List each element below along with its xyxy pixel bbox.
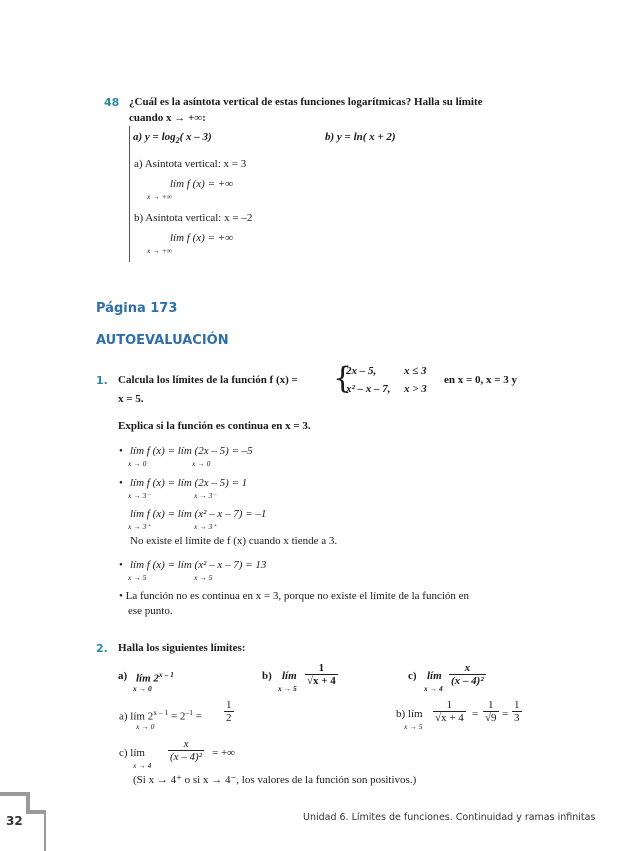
q2-sol-c-sub: x → 4 (133, 761, 152, 770)
problem-question-line2: cuando x → +∞: (129, 112, 206, 124)
bullet-2-sub1: x → 3⁻ (128, 491, 151, 500)
part-a-label: a) $y = \log_2$( x – 3) (133, 131, 212, 146)
q2-b-fraction: $\frac{1}{√x + 4}$ (307, 662, 336, 687)
q2-sol-c-note: (Si x → 4⁺ o si x → 4⁻, los valores de la función son positivos.) (133, 774, 417, 786)
bullet-3: lím f (x) = lím (x² – x – 7) = –1 (130, 508, 267, 520)
q2-sol-b-eq2: = (502, 708, 509, 720)
q1-text: Calcula los límites de la función f (x) = (118, 374, 298, 386)
q2-b-sub: x → 5 (278, 684, 297, 693)
conclusion-line1: • La función no es continua en x = 3, porque no existe el límite de la función en (119, 590, 470, 602)
q2-b-lim: lím (282, 670, 297, 682)
q1-text-line2: x = 5. (118, 393, 144, 405)
page-heading: Página 173 (96, 301, 178, 316)
bullet-1-mark: • (119, 445, 123, 457)
q2-c-lim: lím (427, 670, 442, 682)
q2-sol-a-fraction: $\frac{1}{2}$ (226, 699, 232, 724)
bullet-1-sub1: x → 0 (128, 459, 147, 468)
q2-sol-c-fraction: $\frac{x}{\text{(x – 4)²}}$ (170, 738, 203, 763)
q2-number: 2. (96, 642, 108, 655)
bullet-2-mark: • (119, 477, 123, 489)
piece-2: x² – x – 7, (346, 383, 391, 395)
piece-1: 2x – 5, (346, 365, 377, 377)
bullet-1: lím f (x) = lím (2x – 5) = –5 (130, 445, 253, 457)
q2-b-label: b) (262, 670, 272, 682)
piece-1-cond: x ≤ 3 (404, 365, 427, 377)
q1-text-after: en x = 0, x = 3 y (444, 374, 518, 386)
q1-number: 1. (96, 374, 108, 387)
bullet-4-sub1: x → 5 (128, 573, 147, 582)
part-b-label: b) y = ln( x + 2) (325, 131, 396, 143)
bullet-1-sub2: x → 0 (192, 459, 211, 468)
q2-a-label: a) (118, 670, 128, 682)
bullet-2-sub2: x → 3⁻ (194, 491, 217, 500)
q2-sol-b-fraction1: $\frac{1}{√x + 4}$ (435, 699, 464, 724)
problem-question: ¿Cuál es la asíntota vertical de estas funciones logarítmicas? Halla su límite (129, 96, 483, 108)
bullet-2: lím f (x) = lím (2x – 5) = 1 (130, 477, 248, 489)
solution-rule (129, 126, 130, 262)
q2-c-fraction: $\frac{x}{\text{(x – 4)²}}$ (451, 662, 484, 687)
q1-continuity: Explica si la función es continua en x = 3. (118, 420, 311, 432)
bullet-3-sub2: x → 3⁺ (194, 522, 217, 531)
piecewise-brace: { (333, 361, 353, 396)
solution-a-limit-sub: x → +∞ (147, 192, 172, 201)
q2-sol-b-eq1: = (472, 708, 479, 720)
bullet-4-mark: • (119, 559, 123, 571)
section-heading: AUTOEVALUACIÓN (96, 333, 229, 348)
q2-c-sub: x → 4 (424, 684, 443, 693)
solution-b-limit-sub: x → +∞ (147, 246, 172, 255)
q2-sol-b: b) lím (396, 708, 423, 720)
q2-sol-b-fraction2: $\frac{1}{√9}$ (485, 699, 497, 724)
q2-c-label: c) (408, 670, 417, 682)
q2-sol-a: a) lím $2^{x - 1} = 2^{-1}$ = (119, 708, 202, 723)
problem-number: 48 (104, 96, 120, 109)
conclusion-line2: ese punto. (128, 605, 173, 617)
q2-sol-a-sub: x → 0 (136, 722, 155, 731)
footer-unit-text: Unidad 6. Límites de funciones. Continuidad y ramas infinitas (303, 812, 596, 823)
bullet-4: lím f (x) = lím (x² – x – 7) = 13 (130, 559, 267, 571)
solution-b-limit: lím f (x) = +∞ (170, 232, 234, 244)
q2-a-sub: x → 0 (133, 684, 152, 693)
page-number: 32 (6, 814, 23, 828)
piece-2-cond: x > 3 (404, 383, 427, 395)
bullet-4-sub2: x → 5 (194, 573, 213, 582)
bullet-3-sub1: x → 3⁺ (128, 522, 151, 531)
q2-title: Halla los siguientes límites: (118, 642, 246, 654)
solution-b: b) Asíntota vertical: x = –2 (134, 212, 253, 224)
q2-sol-b-fraction3: $\frac{1}{3}$ (514, 699, 520, 724)
no-existe-note: No existe el límite de f (x) cuando x tiende a 3. (130, 535, 338, 547)
solution-a-limit: lím f (x) = +∞ (170, 178, 234, 190)
solution-a: a) Asíntota vertical: x = 3 (134, 158, 247, 170)
q2-sol-c-result: = +∞ (212, 747, 235, 759)
q2-sol-c: c) lím (119, 747, 145, 759)
q2-a-lim: lím 2$^{x - 1}$ (136, 670, 174, 685)
q2-sol-b-sub: x → 5 (404, 722, 423, 731)
